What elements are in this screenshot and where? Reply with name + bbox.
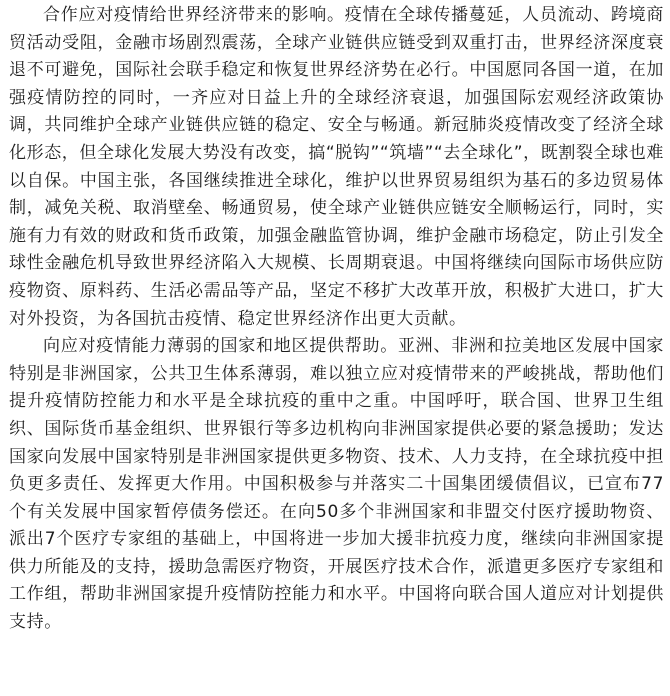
paragraph-assistance: 向应对疫情能力薄弱的国家和地区提供帮助。亚洲、非洲和拉美地区发展中国家特别是非洲国家，公共卫生体系薄弱，难以独立应对疫情带来的严峻挑战，帮助他们提升疫情防控能力和水平是全球抗疫的重中之重。中国呼吁，联合国、世界卫生组织、国际货币基金组织、世界银行等多边机构向非洲国家提供必要的紧急援助；发达国家向发展中国家特别是非洲国家提供更多物资、技术、人力支持，在全球抗疫中担负更多责任、发挥更大作用。中国积极参与并落实二十国集团缓债倡议，已宣布77个有关发展中国家暂停债务偿还。在向50多个非洲国家和非盟交付医疗援助物资、派出7个医疗专家组的基础上，中国将进一步加大援非抗疫力度，继续向非洲国家提供力所能及的支持，援助急需医疗物资，开展医疗技术合作，派遣更多医疗专家组和工作组，帮助非洲国家提升疫情防控能力和水平。中国将向联合国人道应对计划提供支持。 bbox=[9, 336, 664, 633]
paragraph-economy: 合作应对疫情给世界经济带来的影响。疫情在全球传播蔓延，人员流动、跨境商贸活动受阻，金融市场剧烈震荡，全球产业链供应链受到双重打击，世界经济深度衰退不可避免，国际社会联手稳定和恢复世界经济势在必行。中国愿同各国一道，在加强疫情防控的同时，一齐应对日益上升的全球经济衰退，加强国际宏观经济政策协调，共同维护全球产业链供应链的稳定、安全与畅通。新冠肺炎疫情改变了经济全球化形态，但全球化发展大势没有改变，搞“脱钩”“筑墙”“去全球化”，既割裂全球也难以自保。中国主张，各国继续推进全球化，维护以世界贸易组织为基石的多边贸易体制，减免关税、取消壁垒、畅通贸易，使全球产业链供应链安全顺畅运行，同时，实施有力有效的财政和货币政策，加强金融监管协调，维护金融市场稳定，防止引发全球性金融危机导致世界经济陷入大规模、长周期衰退。中国将继续向国际市场供应防疫物资、原料药、生活必需品等产品，坚定不移扩大改革开放，积极扩大进口，扩大对外投资，为各国抗击疫情、稳定世界经济作出更大贡献。 bbox=[9, 5, 664, 329]
